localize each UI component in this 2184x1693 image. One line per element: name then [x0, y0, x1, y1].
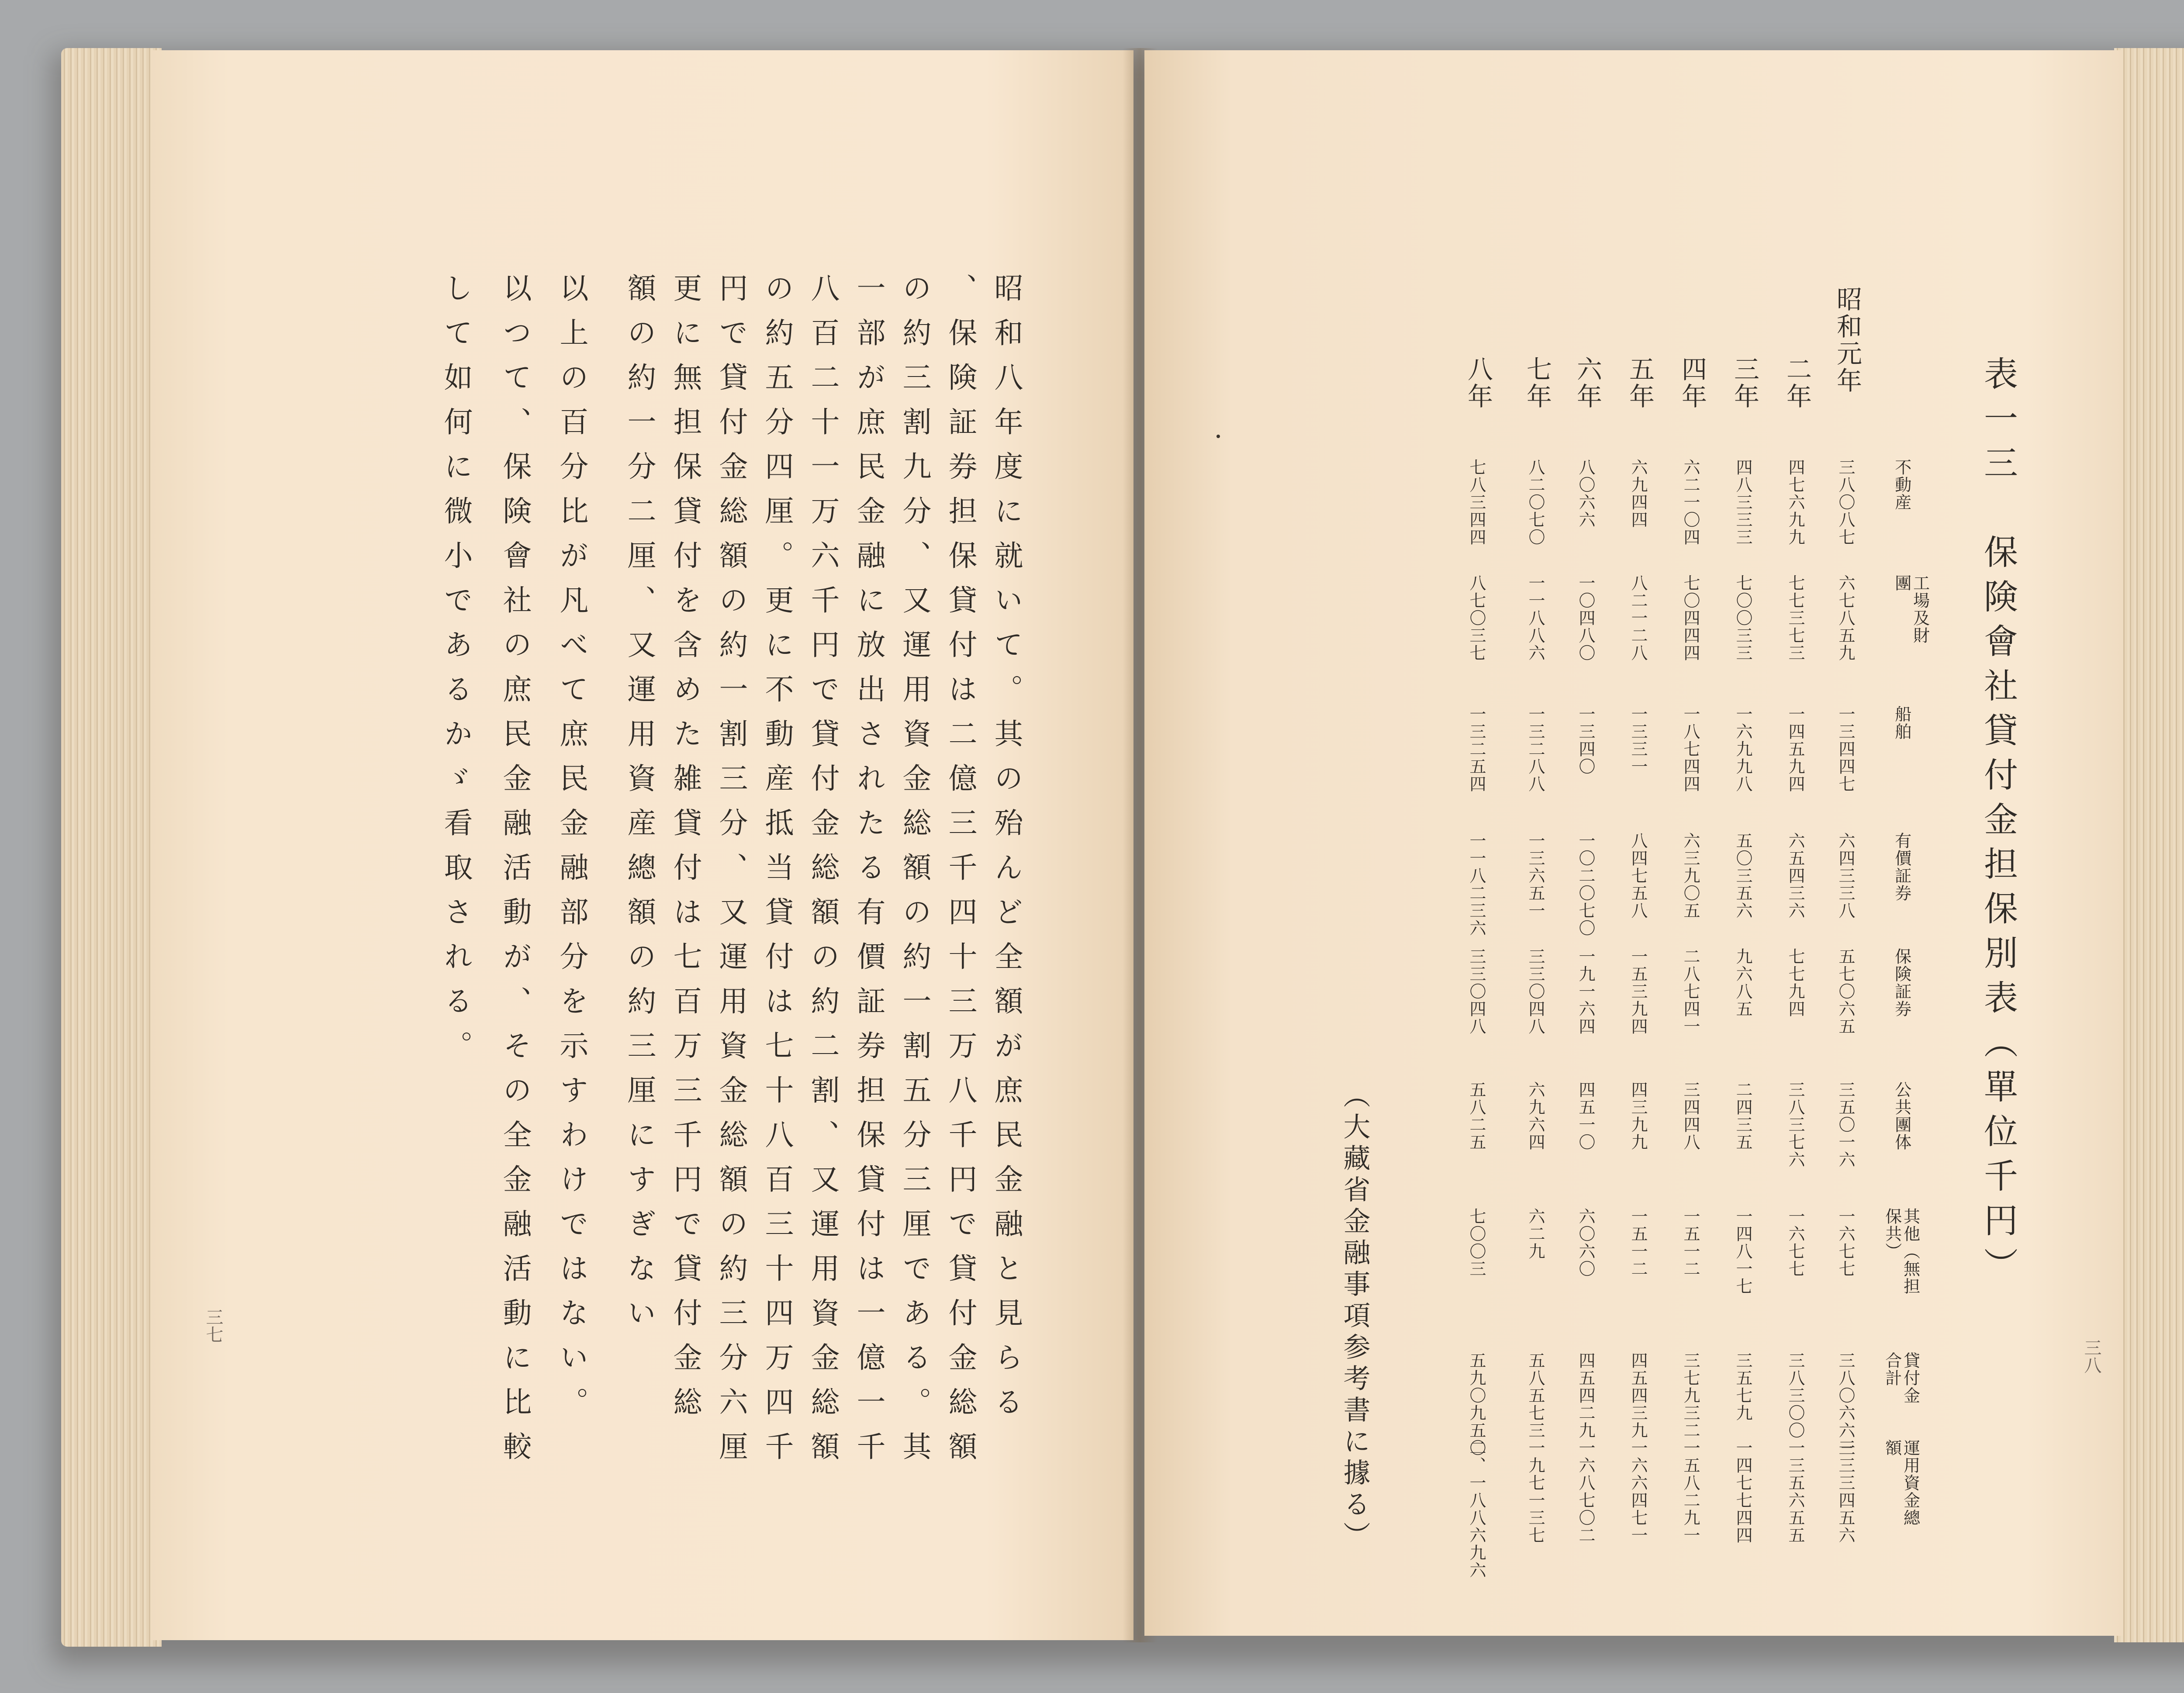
table-row-year: 八年 [1463, 356, 1493, 410]
table-cell: 七八三四四 [1467, 459, 1486, 546]
table-cell: 一三二八八 [1526, 705, 1545, 793]
table-cell: 六七八五九 [1836, 574, 1855, 662]
table-cell: 三五七九 [1733, 1352, 1752, 1422]
table-cell: 七〇四四四 [1681, 574, 1700, 662]
table-cell: 七〇〇三 [1467, 1208, 1486, 1278]
table-title: 表一三 保険會社貸付金担保別表（單位千円） [1978, 356, 2018, 1292]
header-insurance-policies: 保険証券 [1892, 948, 1911, 1018]
table-cell: 六五四三六 [1786, 832, 1805, 919]
table-cell: 七七三七三 [1786, 574, 1805, 662]
header-operating-funds-total: 運用資金總額 [1882, 1439, 1920, 1527]
table-cell: 三八〇八七 [1836, 459, 1855, 546]
table-cell: 五〇三五六 [1733, 832, 1752, 919]
table-cell: 一〇二〇七〇 [1576, 832, 1595, 937]
text-column-10: 以上の百分比が凡べて庶民金融部分を示すわけではない。 [555, 273, 588, 1431]
table-row-year: 七年 [1522, 356, 1552, 410]
header-real-estate: 不動産 [1892, 459, 1911, 511]
table-cell: 五八五七三 [1526, 1352, 1545, 1439]
table-cell: 一四八一七 [1733, 1208, 1752, 1295]
left-page [151, 50, 1133, 1640]
table-cell: 三七九三二一 [1681, 1352, 1700, 1457]
table-cell: 一五一二 [1681, 1208, 1700, 1278]
table-cell: 一四五九四 [1786, 705, 1805, 793]
table-cell: 一一八二三六 [1467, 832, 1486, 937]
table-cell: 一三四四七 [1836, 705, 1855, 793]
table-cell: 六四三三八 [1836, 832, 1855, 919]
table-cell: 三三〇四八 [1467, 948, 1486, 1035]
table-cell: 一五一二 [1628, 1208, 1648, 1278]
table-cell: 九六八五 [1733, 948, 1752, 1018]
table-cell: 六九四四 [1628, 459, 1648, 529]
table-cell: 一六七七 [1836, 1208, 1855, 1278]
table-cell: 三八三七六 [1786, 1081, 1805, 1168]
text-column-11: 以つて、保険會社の庶民金融活動が、その全金融活動に比較 [498, 273, 532, 1476]
header-securities: 有價証券 [1892, 832, 1911, 902]
table-cell: 八二一二八 [1628, 574, 1648, 662]
table-cell: 八七〇三七 [1467, 574, 1486, 662]
table-cell: 四三九九 [1628, 1081, 1648, 1151]
table-cell: 一六九九八 [1733, 705, 1752, 793]
table-cell: 二四三五 [1733, 1081, 1752, 1151]
table-cell: 一三六五一 [1526, 832, 1545, 919]
page-block-right-edge [2114, 48, 2184, 1642]
text-column-6: の約五分四厘。更に不動産抵当貸付は七十八百三十四万四千 [760, 273, 794, 1476]
table-row-year: 五年 [1625, 356, 1655, 410]
right-page [1144, 50, 2123, 1636]
table-cell: 六二一〇四 [1681, 459, 1700, 546]
table-cell: 三五〇一六 [1836, 1081, 1855, 1168]
text-column-12: して如何に微小であるかゞ看取される。 [439, 273, 473, 1075]
table-cell: 六九六四 [1526, 1081, 1545, 1151]
header-public-bodies: 公共團体 [1892, 1081, 1911, 1151]
table-cell: 三三〇四八 [1526, 948, 1545, 1035]
table-cell: 一八七四四 [1681, 705, 1700, 793]
table-cell: 一六七七 [1786, 1208, 1805, 1278]
table-cell: 六二九 [1526, 1208, 1545, 1260]
table-cell: 三八〇六六三 [1836, 1352, 1855, 1457]
table-cell: 一三二五四 [1467, 705, 1486, 793]
table-row-year: 六年 [1572, 356, 1602, 410]
text-column-5: 八百二十一万六千円で貸付金総額の約二割、又運用資金総額 [806, 273, 840, 1476]
table-cell: 三八三〇〇 [1786, 1352, 1805, 1439]
table-cell: 七七九四 [1786, 948, 1805, 1018]
table-cell: 五八二五 [1467, 1081, 1486, 1151]
text-column-1: 昭和八年度に就いて。其の殆んど全額が庶民金融と見らる [989, 273, 1023, 1431]
header-loan-total: 貸付金合計 [1882, 1352, 1920, 1404]
text-column-7: 円で貸付金総額の約一割三分、又運用資金総額の約三分六厘 [714, 273, 748, 1476]
header-factory-foundation: 工場及財團 [1892, 574, 1930, 644]
table-cell: 五七〇六五 [1836, 948, 1855, 1035]
table-cell: 八二〇七〇 [1526, 459, 1545, 546]
table-cell: 六三九〇五 [1681, 832, 1700, 919]
table-cell: 四八三三三 [1733, 459, 1752, 546]
text-column-4: 一部が庶民金融に放出されたる有價証券担保貸付は一億一千 [852, 273, 885, 1476]
table-cell: 六〇六〇 [1576, 1208, 1595, 1278]
table-cell: 一四七七四四 [1733, 1439, 1752, 1544]
ink-speck [1216, 435, 1220, 438]
table-cell: 五九〇九五〇 [1467, 1352, 1486, 1457]
table-cell: 四五一〇 [1576, 1081, 1595, 1151]
table-cell: 一五三九四 [1628, 948, 1648, 1035]
table-cell: 一三三四五六 [1836, 1439, 1855, 1544]
table-cell: 一一八八六 [1526, 574, 1545, 662]
table-row-year: 昭和元年 [1832, 286, 1862, 394]
table-cell: 一九一六四 [1576, 948, 1595, 1035]
header-ships: 船舶 [1892, 705, 1911, 740]
table-cell: 二八七四一 [1681, 948, 1700, 1035]
text-column-2: 、保険証券担保貸付は二億三千四十三万八千円で貸付金総額 [943, 273, 977, 1476]
table-cell: 四五四三九 [1628, 1352, 1648, 1439]
table-cell: 一五八二九一 [1681, 1439, 1700, 1544]
page-number-right: 三八 [2081, 1339, 2101, 1374]
text-column-8: 更に無担保貸付を含めた雑貸付は七百万三千円で貸付金総 [668, 273, 702, 1431]
text-column-9: 額の約一分二厘、又運用資産總額の約三厘にすぎない [622, 273, 656, 1342]
table-cell: 二、一八八六九六 [1467, 1439, 1486, 1579]
table-cell: 八四七五八 [1628, 832, 1648, 919]
table-cell: 一〇四八〇 [1576, 574, 1595, 662]
table-cell: 一三五六五五 [1786, 1439, 1805, 1544]
table-source-note: （大藏省金融事項参考書に據る） [1339, 1081, 1371, 1553]
table-cell: 一九七一三七 [1526, 1439, 1545, 1544]
table-cell: 一三四〇 [1576, 705, 1595, 775]
text-column-3: の約三割九分、又運用資金総額の約一割五分三厘である。其 [898, 273, 931, 1476]
table-row-year: 三年 [1730, 356, 1759, 410]
table-cell: 三四四八 [1681, 1081, 1700, 1151]
header-other-unsecured: 其他（無担保共） [1882, 1208, 1920, 1295]
table-row-year: 二年 [1782, 356, 1812, 410]
table-cell: 四七六九九 [1786, 459, 1805, 546]
table-cell: 八〇六六 [1576, 459, 1595, 529]
table-cell: 四五四二九 [1576, 1352, 1595, 1439]
table-cell: 一六八七〇二 [1576, 1439, 1595, 1544]
table-cell: 一三三一 [1628, 705, 1648, 775]
page-block-left-edge [61, 48, 162, 1647]
page-number-left: 三七 [203, 1308, 223, 1343]
table-cell: 一六六四七一 [1628, 1439, 1648, 1544]
table-cell: 七〇〇三三 [1733, 574, 1752, 662]
table-row-year: 四年 [1677, 356, 1707, 410]
